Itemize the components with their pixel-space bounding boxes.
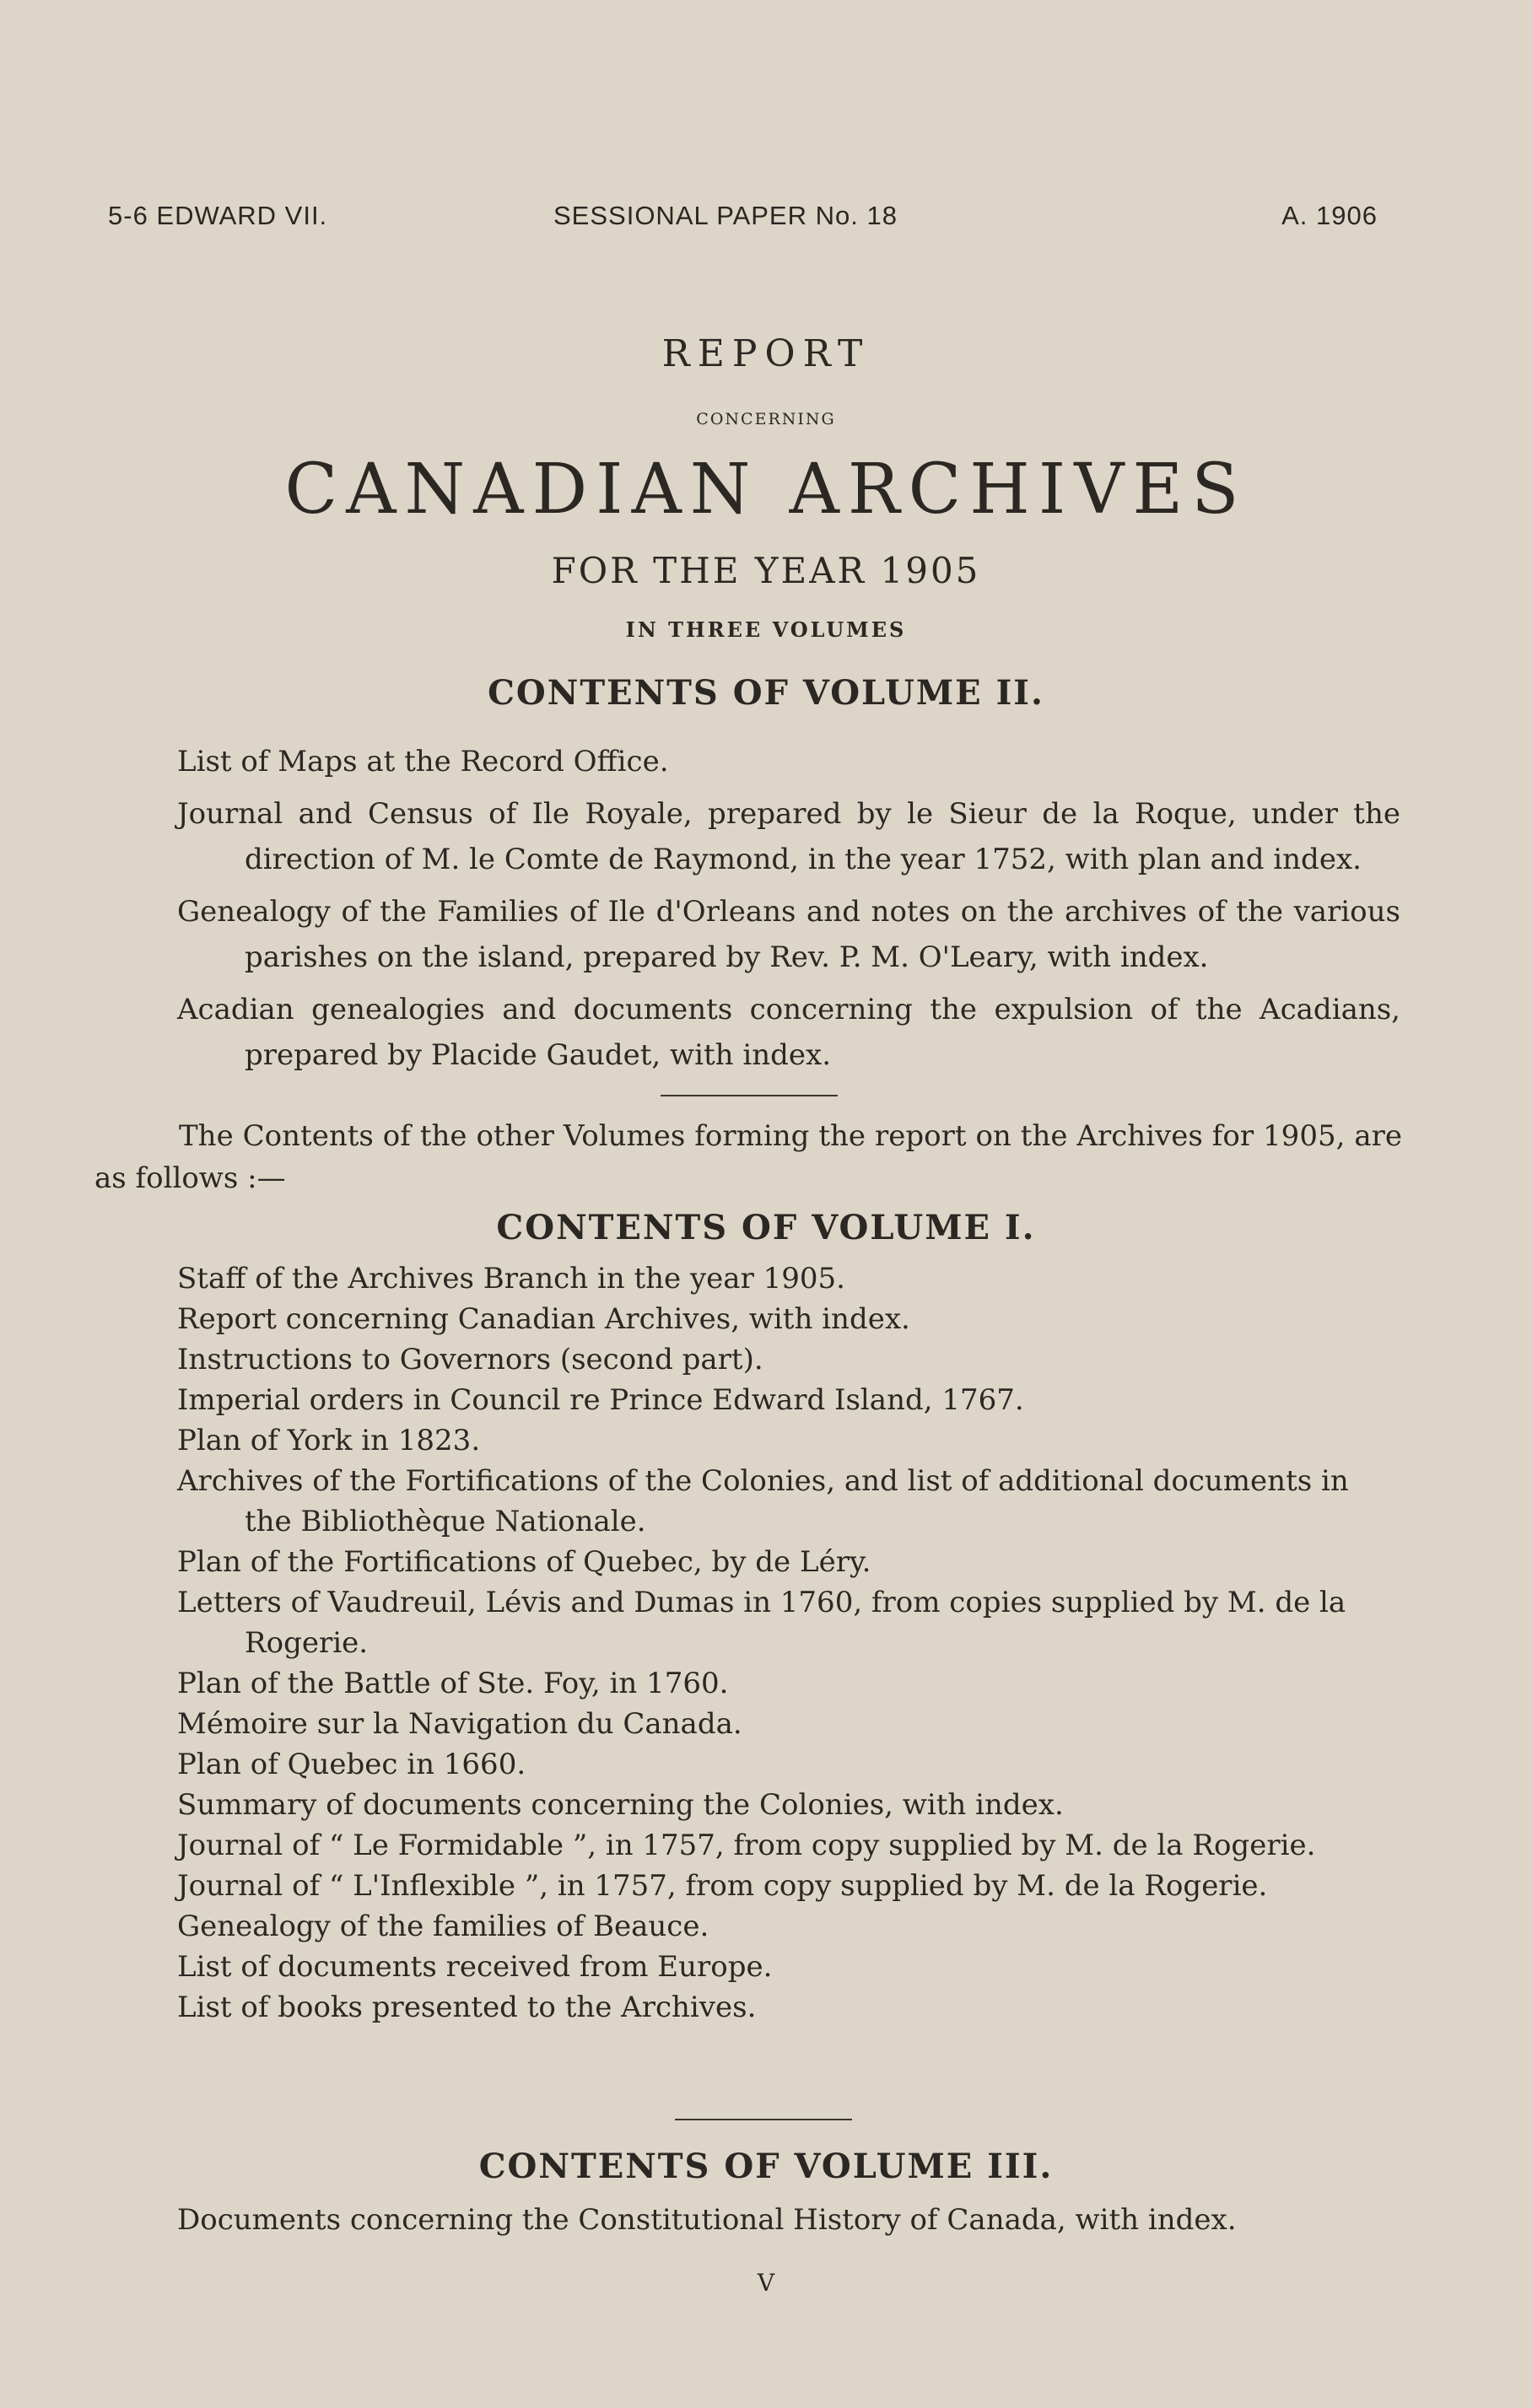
list-item: List of Maps at the Record Office. xyxy=(177,745,669,778)
list-item: Journal of “ L'Inflexible ”, in 1757, from copy supplied by M. de la Rogerie. xyxy=(177,1869,1268,1903)
list-item: Imperial orders in Council re Prince Edward Island, 1767. xyxy=(177,1383,1024,1417)
list-item: Plan of York in 1823. xyxy=(177,1424,481,1457)
divider-rule xyxy=(675,2119,852,2120)
title-year: FOR THE YEAR 1905 xyxy=(551,550,981,591)
header-sessional-paper: SESSIONAL PAPER No. 18 xyxy=(553,201,898,230)
list-item: Mémoire sur la Navigation du Canada. xyxy=(177,1707,742,1741)
list-item: Archives of the Fortifications of the Colonies, and list of additional documents in the Bibliothèque Nationale. xyxy=(177,1464,1349,1538)
list-item: Acadian genealogies and documents concerning the expulsion of the Acadians, prepared by Placide Gaudet, with index. xyxy=(177,993,1400,1072)
intro-paragraph: The Contents of the other Volumes forming the report on the Archives for 1905, are as follows :— xyxy=(94,1119,1402,1195)
volume2-heading: CONTENTS OF VOLUME II. xyxy=(488,673,1044,713)
list-item: List of books presented to the Archives. xyxy=(177,1991,757,2024)
list-item: Documents concerning the Constitutional History of Canada, with index. xyxy=(177,2203,1237,2237)
divider-rule xyxy=(661,1095,838,1096)
header-year: A. 1906 xyxy=(1281,201,1378,230)
list-item: Journal and Census of Ile Royale, prepared by le Sieur de la Roque, under the direction of M. le Comte de Raymond, in the year 1752, with plan and index. xyxy=(177,797,1400,876)
volume1-list xyxy=(177,1258,1400,2028)
list-item: Plan of Quebec in 1660. xyxy=(177,1748,526,1781)
header-regnal-year: 5-6 EDWARD VII. xyxy=(108,201,328,230)
list-item: Summary of documents concerning the Colonies, with index. xyxy=(177,1788,1064,1822)
volume3-list xyxy=(177,2198,1400,2242)
list-item: Staff of the Archives Branch in the year 1905. xyxy=(177,1262,845,1296)
page-folio: V xyxy=(757,2269,775,2297)
list-item: Report concerning Canadian Archives, with index. xyxy=(177,1302,910,1336)
title-volumes: IN THREE VOLUMES xyxy=(625,617,907,642)
list-item: Plan of the Battle of Ste. Foy, in 1760. xyxy=(177,1667,729,1700)
volume1-heading: CONTENTS OF VOLUME I. xyxy=(496,1208,1036,1247)
list-item: Instructions to Governors (second part). xyxy=(177,1343,763,1376)
list-item: Genealogy of the Families of Ile d'Orleans and notes on the archives of the various parishes on the island, prepared by Rev. P. M. O'Leary, with index. xyxy=(177,895,1400,974)
volume2-list xyxy=(177,739,1400,1085)
list-item: Genealogy of the families of Beauce. xyxy=(177,1910,709,1943)
list-item: Plan of the Fortifications of Quebec, by de Léry. xyxy=(177,1545,871,1579)
running-header xyxy=(108,201,1378,234)
list-item: Letters of Vaudreuil, Lévis and Dumas in 1760, from copies supplied by M. de la Rogerie. xyxy=(177,1586,1346,1660)
title-concerning: CONCERNING xyxy=(696,410,836,428)
volume3-heading: CONTENTS OF VOLUME III. xyxy=(478,2147,1054,2186)
title-report: REPORT xyxy=(661,332,871,375)
list-item: List of documents received from Europe. xyxy=(177,1950,773,1984)
list-item: Journal of “ Le Formidable ”, in 1757, from copy supplied by M. de la Rogerie. xyxy=(177,1829,1316,1862)
title-main: CANADIAN ARCHIVES xyxy=(284,450,1248,530)
